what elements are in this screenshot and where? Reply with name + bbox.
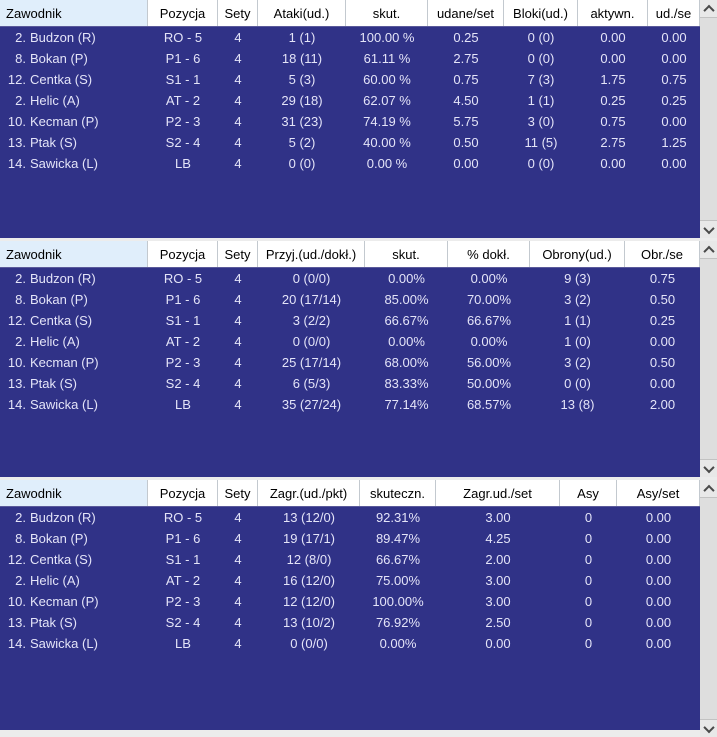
- stat-cell: 89.47%: [375, 531, 421, 546]
- stat-cell: 70.00%: [466, 292, 512, 307]
- stat-cell: 56.00%: [466, 355, 512, 370]
- stat-cell: 77.14%: [384, 397, 429, 412]
- column-header-udane-set[interactable]: udane/set: [428, 0, 504, 26]
- chevron-down-icon: [703, 721, 714, 732]
- stat-cell: 4: [234, 313, 242, 328]
- stat-cell: 1.75: [600, 72, 626, 87]
- stat-cell: 68.57%: [466, 397, 512, 412]
- stat-cell: 4: [234, 510, 242, 525]
- stat-cell: 4.25: [485, 531, 511, 546]
- stat-cell: 0.00: [645, 510, 672, 525]
- stat-cell: 5 (3): [288, 72, 316, 87]
- player-number: 12.: [7, 552, 26, 567]
- stat-cell: 100.00%: [372, 594, 424, 609]
- player-name: Helic (A): [30, 334, 80, 349]
- stat-cell: 0 (0/0): [292, 334, 331, 349]
- scrollbar-thumb[interactable]: [700, 258, 717, 460]
- table-row[interactable]: [0, 352, 700, 373]
- stat-cell: 0.00: [661, 51, 687, 66]
- column-header-zawodnik[interactable]: Zawodnik: [0, 480, 148, 506]
- column-header-sety[interactable]: Sety: [218, 480, 258, 506]
- stat-cell: 0.00: [645, 615, 672, 630]
- stat-cell: LB: [175, 397, 191, 412]
- stat-cell: 1 (1): [288, 30, 316, 45]
- player-number: 13.: [7, 376, 26, 391]
- stat-cell: 4: [234, 271, 242, 286]
- stat-cell: 2.75: [600, 135, 626, 150]
- column-header-skut[interactable]: skut.: [365, 241, 448, 267]
- stat-cell: RO - 5: [163, 271, 203, 286]
- stat-cell: P1 - 6: [165, 531, 201, 546]
- stat-cell: 100.00 %: [359, 30, 415, 45]
- stat-cell: S1 - 1: [165, 313, 201, 328]
- stat-cell: 4: [234, 156, 242, 171]
- stat-cell: 0.00: [661, 114, 687, 129]
- table-row[interactable]: [0, 633, 700, 654]
- stat-cell: 3 (2): [564, 355, 591, 370]
- stat-cell: 31 (23): [281, 114, 323, 129]
- stat-cell: 3.00: [485, 510, 511, 525]
- table-body: [0, 27, 700, 238]
- stat-cell: 0.75: [453, 72, 479, 87]
- stat-cell: S2 - 4: [165, 615, 201, 630]
- chevron-down-icon: [703, 222, 714, 233]
- stat-cell: P1 - 6: [165, 292, 201, 307]
- stat-cell: 12 (8/0): [286, 552, 332, 567]
- stat-cell: 0: [584, 531, 593, 546]
- player-name-cell: [0, 331, 148, 352]
- stat-cell: 6 (5/3): [292, 376, 331, 391]
- stat-cell: 61.11 %: [363, 51, 411, 66]
- stat-cell: 5.75: [453, 114, 479, 129]
- stat-cell: 3 (0): [527, 114, 555, 129]
- stat-cell: 0.00%: [379, 636, 417, 651]
- scroll-down-button[interactable]: [700, 460, 717, 477]
- table-row[interactable]: [0, 570, 700, 591]
- column-header-obr-se[interactable]: Obr./se: [625, 241, 700, 267]
- column-header-przyj-ud-dok[interactable]: Przyj.(ud./dokł.): [258, 241, 365, 267]
- stat-cell: 0.25: [649, 313, 676, 328]
- chevron-up-icon: [703, 4, 714, 15]
- column-header-pozycja[interactable]: Pozycja: [148, 241, 218, 267]
- scroll-down-button[interactable]: [700, 221, 717, 238]
- stat-cell: 29 (18): [281, 93, 323, 108]
- stat-cell: AT - 2: [165, 93, 201, 108]
- table-row[interactable]: [0, 331, 700, 352]
- stat-cell: 12 (12/0): [282, 594, 336, 609]
- stat-cell: S1 - 1: [165, 72, 201, 87]
- column-header-bloki-ud[interactable]: Bloki(ud.): [504, 0, 578, 26]
- player-name-cell: [0, 69, 148, 90]
- table-row[interactable]: [0, 90, 700, 111]
- player-name-cell: [0, 310, 148, 331]
- stat-cell: 68.00%: [384, 355, 429, 370]
- chevron-up-icon: [703, 484, 714, 495]
- player-name-cell: [0, 111, 148, 132]
- table-row[interactable]: [0, 27, 700, 48]
- stat-cell: 0.50: [649, 355, 676, 370]
- stat-cell: P2 - 3: [165, 355, 201, 370]
- player-name: Kecman (P): [30, 594, 99, 609]
- player-number: 10.: [7, 114, 26, 129]
- player-name-cell: [0, 373, 148, 394]
- player-name-cell: [0, 528, 148, 549]
- stat-cell: 0.00: [649, 334, 676, 349]
- stat-cell: 0.00: [645, 552, 672, 567]
- stat-cell: 0.00: [645, 531, 672, 546]
- chevron-up-icon: [703, 245, 714, 256]
- stat-cell: 4: [234, 594, 242, 609]
- stat-cell: 0.50: [649, 292, 676, 307]
- stat-cell: 76.92%: [375, 615, 421, 630]
- stat-cell: 40.00 %: [363, 135, 411, 150]
- player-name: Kecman (P): [30, 355, 99, 370]
- stat-cell: 4: [234, 292, 242, 307]
- column-header-dok[interactable]: % dokł.: [448, 241, 530, 267]
- stat-cell: 0 (0): [527, 156, 555, 171]
- column-header-skut[interactable]: skut.: [346, 0, 428, 26]
- stat-cell: 16 (12/0): [282, 573, 336, 588]
- stat-cell: 0.00: [600, 51, 626, 66]
- stat-cell: 0.75: [649, 271, 676, 286]
- column-header-aktywn[interactable]: aktywn.: [578, 0, 648, 26]
- vertical-scrollbar[interactable]: [700, 480, 717, 737]
- player-number: 12.: [7, 313, 26, 328]
- player-name: Sawicka (L): [30, 156, 98, 171]
- player-name: Centka (S): [30, 72, 93, 87]
- player-name-cell: [0, 48, 148, 69]
- player-name: Sawicka (L): [30, 636, 98, 651]
- stat-cell: LB: [175, 156, 191, 171]
- stat-cell: 0 (0): [527, 30, 555, 45]
- stat-cell: 1 (1): [564, 313, 591, 328]
- player-name: Ptak (S): [30, 135, 77, 150]
- stat-cell: 0.00%: [470, 271, 508, 286]
- player-name-cell: [0, 268, 148, 289]
- stat-cell: 4: [234, 72, 242, 87]
- stat-cell: 85.00%: [384, 292, 429, 307]
- stat-cell: 4.50: [453, 93, 479, 108]
- stat-cell: 3 (2): [564, 292, 591, 307]
- player-name: Sawicka (L): [30, 397, 98, 412]
- player-number: 2.: [15, 30, 26, 45]
- scroll-up-button[interactable]: [700, 0, 717, 17]
- stat-cell: 3 (2/2): [292, 313, 331, 328]
- stat-cell: 0.00: [645, 573, 672, 588]
- table-row[interactable]: [0, 591, 700, 612]
- stat-cell: 0.00: [661, 30, 687, 45]
- stat-cell: 0.00 %: [366, 156, 408, 171]
- player-number: 2.: [15, 271, 26, 286]
- stat-cell: LB: [175, 636, 191, 651]
- stat-cell: 4: [234, 355, 242, 370]
- player-name-cell: [0, 507, 148, 528]
- player-name-cell: [0, 612, 148, 633]
- table-row[interactable]: [0, 48, 700, 69]
- player-name: Helic (A): [30, 93, 80, 108]
- player-number: 2.: [15, 93, 26, 108]
- column-header-pozycja[interactable]: Pozycja: [148, 480, 218, 506]
- stat-cell: 4: [234, 114, 242, 129]
- stat-cell: 0: [584, 615, 593, 630]
- stat-cell: AT - 2: [165, 573, 201, 588]
- player-number: 10.: [7, 594, 26, 609]
- player-name: Ptak (S): [30, 615, 77, 630]
- stat-cell: 0.25: [661, 93, 687, 108]
- stat-cell: P1 - 6: [165, 51, 201, 66]
- stat-cell: 0.00: [600, 156, 626, 171]
- player-number: 14.: [7, 397, 26, 412]
- stat-cell: 4: [234, 30, 242, 45]
- column-header-row: [0, 0, 700, 27]
- attack-block-table: [0, 0, 717, 238]
- table-row[interactable]: [0, 69, 700, 90]
- player-number: 13.: [7, 615, 26, 630]
- player-name: Budzon (R): [30, 30, 96, 45]
- stat-cell: 35 (27/24): [281, 397, 342, 412]
- stat-cell: S1 - 1: [165, 552, 201, 567]
- stat-cell: 2.50: [485, 615, 511, 630]
- stat-cell: RO - 5: [163, 510, 203, 525]
- player-number: 14.: [7, 156, 26, 171]
- stat-cell: 11 (5): [524, 135, 558, 150]
- stat-cell: 75.00%: [375, 573, 421, 588]
- scroll-up-button[interactable]: [700, 480, 717, 497]
- stat-cell: 0.00%: [388, 334, 425, 349]
- stat-cell: 4: [234, 397, 242, 412]
- player-number: 8.: [15, 531, 26, 546]
- player-number: 8.: [15, 51, 26, 66]
- player-name-cell: [0, 352, 148, 373]
- stat-cell: 0: [584, 552, 593, 567]
- stat-cell: 0.75: [661, 72, 687, 87]
- column-header-obrony-ud[interactable]: Obrony(ud.): [530, 241, 625, 267]
- stat-cell: 0: [584, 573, 593, 588]
- serve-table: [0, 480, 717, 737]
- stat-cell: 0 (0/0): [290, 636, 328, 651]
- stat-cell: 0.00%: [388, 271, 425, 286]
- column-header-asy-set[interactable]: Asy/set: [617, 480, 700, 506]
- stat-cell: 0.00: [645, 636, 672, 651]
- stat-cell: 2.00: [649, 397, 676, 412]
- stat-cell: 4: [234, 573, 242, 588]
- table-row[interactable]: [0, 289, 700, 310]
- stat-cell: 0: [584, 636, 593, 651]
- stat-cell: 0.00: [600, 30, 626, 45]
- column-header-zagr-ud-set[interactable]: Zagr.ud./set: [436, 480, 560, 506]
- table-row[interactable]: [0, 507, 700, 528]
- stat-cell: 4: [234, 376, 242, 391]
- player-number: 12.: [7, 72, 26, 87]
- player-number: 2.: [15, 573, 26, 588]
- reception-defense-table: [0, 241, 717, 477]
- stat-cell: 60.00 %: [363, 72, 411, 87]
- stat-cell: 62.07 %: [363, 93, 411, 108]
- player-number: 2.: [15, 510, 26, 525]
- player-name-cell: [0, 394, 148, 415]
- vertical-scrollbar[interactable]: [700, 241, 717, 477]
- stat-cell: 83.33%: [384, 376, 429, 391]
- player-name: Ptak (S): [30, 376, 77, 391]
- stat-cell: 25 (17/14): [281, 355, 342, 370]
- column-header-skuteczn[interactable]: skuteczn.: [360, 480, 436, 506]
- stat-cell: 0.00: [649, 376, 676, 391]
- column-header-sety[interactable]: Sety: [218, 241, 258, 267]
- scrollbar-thumb[interactable]: [700, 17, 717, 221]
- table-row[interactable]: [0, 132, 700, 153]
- table-row[interactable]: [0, 268, 700, 289]
- player-name-cell: [0, 27, 148, 48]
- player-name: Budzon (R): [30, 510, 96, 525]
- stat-cell: 4: [234, 334, 242, 349]
- player-name: Centka (S): [30, 313, 93, 328]
- stat-cell: 0.00: [453, 156, 479, 171]
- stat-cell: 0.00: [661, 156, 687, 171]
- column-header-zagr-ud-pkt[interactable]: Zagr.(ud./pkt): [258, 480, 360, 506]
- column-header-row: [0, 241, 700, 268]
- stat-cell: 1 (1): [527, 93, 555, 108]
- table-row[interactable]: [0, 394, 700, 415]
- player-name-cell: [0, 289, 148, 310]
- stat-cell: 5 (2): [288, 135, 316, 150]
- serve-table-grid: [0, 480, 700, 737]
- stat-cell: 0.00: [645, 594, 672, 609]
- player-number: 2.: [15, 334, 26, 349]
- stat-cell: 7 (3): [527, 72, 555, 87]
- scrollbar-thumb[interactable]: [700, 497, 717, 720]
- player-name-cell: [0, 591, 148, 612]
- stat-cell: 2.00: [485, 552, 511, 567]
- player-name: Helic (A): [30, 573, 80, 588]
- reception-defense-table-grid: [0, 241, 700, 477]
- stat-cell: 0.75: [600, 114, 626, 129]
- stat-cell: 0 (0): [527, 51, 555, 66]
- column-header-asy[interactable]: Asy: [560, 480, 617, 506]
- stat-cell: 13 (10/2): [282, 615, 336, 630]
- stat-cell: 4: [234, 135, 242, 150]
- attack-block-table-grid: [0, 0, 700, 238]
- stat-cell: P2 - 3: [165, 114, 201, 129]
- stat-cell: 0.00: [485, 636, 511, 651]
- stat-cell: P2 - 3: [165, 594, 201, 609]
- stat-cell: 13 (8): [560, 397, 595, 412]
- table-row[interactable]: [0, 111, 700, 132]
- stat-cell: 0 (0/0): [292, 271, 331, 286]
- column-header-pozycja[interactable]: Pozycja: [148, 0, 218, 26]
- player-name-cell: [0, 633, 148, 654]
- stat-cell: 0 (0): [288, 156, 316, 171]
- table-row[interactable]: [0, 373, 700, 394]
- stat-cell: S2 - 4: [165, 135, 201, 150]
- column-header-ud-se[interactable]: ud./se: [648, 0, 700, 26]
- table-body: [0, 507, 700, 730]
- column-header-ataki-ud[interactable]: Ataki(ud.): [258, 0, 346, 26]
- stat-cell: 4: [234, 51, 242, 66]
- table-row[interactable]: [0, 310, 700, 331]
- player-number: 8.: [15, 292, 26, 307]
- stat-cell: 92.31%: [375, 510, 421, 525]
- player-name-cell: [0, 549, 148, 570]
- stat-cell: 1.25: [661, 135, 687, 150]
- scroll-down-button[interactable]: [700, 720, 717, 737]
- stat-cell: 66.67%: [375, 552, 421, 567]
- player-name: Centka (S): [30, 552, 93, 567]
- column-header-sety[interactable]: Sety: [218, 0, 258, 26]
- table-row[interactable]: [0, 549, 700, 570]
- table-body: [0, 268, 700, 477]
- scroll-up-button[interactable]: [700, 241, 717, 258]
- player-name: Bokan (P): [30, 51, 88, 66]
- player-name-cell: [0, 132, 148, 153]
- stat-cell: S2 - 4: [165, 376, 201, 391]
- player-name: Budzon (R): [30, 271, 96, 286]
- player-name-cell: [0, 570, 148, 591]
- player-name: Bokan (P): [30, 292, 88, 307]
- column-header-row: [0, 480, 700, 507]
- stat-cell: 13 (12/0): [282, 510, 336, 525]
- stat-cell: 4: [234, 552, 242, 567]
- stat-cell: 1 (0): [564, 334, 591, 349]
- stat-cell: RO - 5: [163, 30, 203, 45]
- stat-cell: 3.00: [485, 594, 511, 609]
- stat-cell: 4: [234, 636, 242, 651]
- stat-cell: 0 (0): [564, 376, 591, 391]
- player-number: 13.: [7, 135, 26, 150]
- player-number: 14.: [7, 636, 26, 651]
- stat-cell: 4: [234, 93, 242, 108]
- stat-cell: 0: [584, 510, 593, 525]
- table-row[interactable]: [0, 528, 700, 549]
- stat-cell: 9 (3): [564, 271, 591, 286]
- stat-cell: 20 (17/14): [281, 292, 342, 307]
- stat-cell: 3.00: [485, 573, 511, 588]
- stat-cell: 18 (11): [281, 51, 323, 66]
- stat-cell: 4: [234, 531, 242, 546]
- vertical-scrollbar[interactable]: [700, 0, 717, 238]
- stat-cell: 66.67%: [384, 313, 429, 328]
- column-header-zawodnik[interactable]: Zawodnik: [0, 241, 148, 267]
- table-row[interactable]: [0, 153, 700, 174]
- stat-cell: 66.67%: [466, 313, 512, 328]
- stat-cell: 74.19 %: [363, 114, 411, 129]
- stat-cell: 0.25: [600, 93, 626, 108]
- table-row[interactable]: [0, 612, 700, 633]
- chevron-down-icon: [703, 461, 714, 472]
- stat-cell: 0: [584, 594, 593, 609]
- stat-cell: 0.00%: [470, 334, 508, 349]
- stat-cell: 0.50: [453, 135, 479, 150]
- stat-cell: AT - 2: [165, 334, 201, 349]
- player-number: 10.: [7, 355, 26, 370]
- stat-cell: 50.00%: [466, 376, 512, 391]
- column-header-zawodnik[interactable]: Zawodnik: [0, 0, 148, 26]
- player-name: Bokan (P): [30, 531, 88, 546]
- player-name: Kecman (P): [30, 114, 99, 129]
- player-name-cell: [0, 90, 148, 111]
- stat-cell: 0.25: [453, 30, 479, 45]
- stat-cell: 2.75: [453, 51, 479, 66]
- stat-cell: 19 (17/1): [282, 531, 336, 546]
- stat-cell: 4: [234, 615, 242, 630]
- player-name-cell: [0, 153, 148, 174]
